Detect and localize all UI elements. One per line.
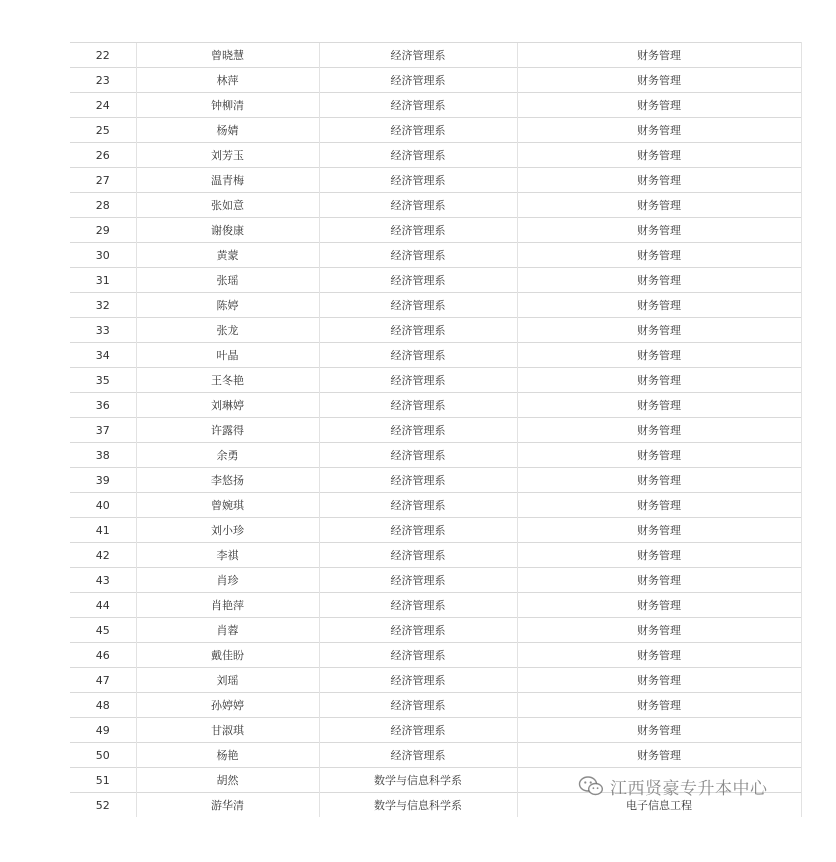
cell-number: 27 [70,168,136,193]
cell-major: 财务管理 [517,718,801,743]
cell-number: 30 [70,243,136,268]
cell-number: 24 [70,93,136,118]
cell-major: 财务管理 [517,193,801,218]
cell-number: 40 [70,493,136,518]
cell-name: 张瑶 [136,268,319,293]
cell-department: 经济管理系 [319,68,517,93]
cell-major: 财务管理 [517,68,801,93]
table-row [70,418,801,443]
cell-department: 经济管理系 [319,193,517,218]
cell-name: 刘瑶 [136,668,319,693]
cell-major: 财务管理 [517,568,801,593]
table-row [70,318,801,343]
cell-name: 李悠扬 [136,468,319,493]
cell-name: 张如意 [136,193,319,218]
cell-name: 林萍 [136,68,319,93]
table-row [70,443,801,468]
table-row [70,43,801,68]
cell-major [517,768,801,793]
table-body [70,43,801,818]
cell-major: 财务管理 [517,443,801,468]
cell-department: 经济管理系 [319,43,517,68]
cell-department: 经济管理系 [319,168,517,193]
cell-department: 经济管理系 [319,368,517,393]
cell-major: 财务管理 [517,593,801,618]
table-row [70,218,801,243]
cell-name: 许露得 [136,418,319,443]
cell-department: 经济管理系 [319,218,517,243]
cell-name: 李祺 [136,543,319,568]
watermark-text: 江西贤豪专升本中心 [610,778,768,799]
table-row [70,543,801,568]
cell-department: 经济管理系 [319,293,517,318]
cell-department: 经济管理系 [319,743,517,768]
cell-major: 财务管理 [517,493,801,518]
cell-name: 孙婷婷 [136,693,319,718]
table-row [70,168,801,193]
table-row [70,293,801,318]
table-row [70,393,801,418]
cell-major: 财务管理 [517,243,801,268]
cell-department: 经济管理系 [319,268,517,293]
cell-department: 经济管理系 [319,468,517,493]
cell-department: 经济管理系 [319,418,517,443]
cell-major: 财务管理 [517,268,801,293]
table-row [70,518,801,543]
cell-major: 财务管理 [517,743,801,768]
cell-number: 39 [70,468,136,493]
cell-name: 余勇 [136,443,319,468]
cell-name: 杨婧 [136,118,319,143]
cell-department: 经济管理系 [319,593,517,618]
cell-major: 财务管理 [517,643,801,668]
cell-number: 26 [70,143,136,168]
cell-name: 黄蒙 [136,243,319,268]
table-row [70,668,801,693]
cell-major: 财务管理 [517,618,801,643]
cell-department: 经济管理系 [319,143,517,168]
student-table [70,42,802,817]
cell-name: 刘小珍 [136,518,319,543]
cell-major: 财务管理 [517,368,801,393]
table-row [70,93,801,118]
cell-department: 经济管理系 [319,618,517,643]
cell-number: 51 [70,768,136,793]
table-row [70,743,801,768]
cell-major: 财务管理 [517,693,801,718]
cell-major: 财务管理 [517,343,801,368]
cell-major: 财务管理 [517,218,801,243]
cell-name: 刘琳婷 [136,393,319,418]
cell-name: 杨艳 [136,743,319,768]
student-table-container [70,42,801,817]
cell-major: 财务管理 [517,293,801,318]
table-row [70,468,801,493]
cell-department: 经济管理系 [319,693,517,718]
cell-department: 经济管理系 [319,668,517,693]
cell-major: 财务管理 [517,168,801,193]
cell-major: 财务管理 [517,118,801,143]
table-row [70,343,801,368]
cell-number: 38 [70,443,136,468]
cell-department: 经济管理系 [319,543,517,568]
cell-department: 经济管理系 [319,343,517,368]
cell-name: 曾婉琪 [136,493,319,518]
cell-department: 经济管理系 [319,318,517,343]
cell-department: 经济管理系 [319,93,517,118]
table-row [70,68,801,93]
table-row [70,593,801,618]
cell-number: 33 [70,318,136,343]
table-row [70,643,801,668]
cell-number: 47 [70,668,136,693]
cell-number: 32 [70,293,136,318]
cell-major: 财务管理 [517,43,801,68]
table-row [70,193,801,218]
cell-name: 王冬艳 [136,368,319,393]
cell-name: 张龙 [136,318,319,343]
cell-number: 44 [70,593,136,618]
cell-name: 叶晶 [136,343,319,368]
table-row [70,268,801,293]
cell-name: 戴佳盼 [136,643,319,668]
cell-number: 28 [70,193,136,218]
cell-major: 财务管理 [517,418,801,443]
table-row [70,143,801,168]
cell-number: 22 [70,43,136,68]
cell-department: 经济管理系 [319,393,517,418]
table-row [70,118,801,143]
cell-number: 25 [70,118,136,143]
cell-major: 财务管理 [517,143,801,168]
table-row [70,768,801,793]
table-row [70,568,801,593]
cell-number: 36 [70,393,136,418]
cell-number: 43 [70,568,136,593]
cell-major: 财务管理 [517,318,801,343]
cell-name: 钟柳清 [136,93,319,118]
table-row [70,243,801,268]
cell-major: 财务管理 [517,393,801,418]
cell-name: 肖艳萍 [136,593,319,618]
cell-number: 52 [70,793,136,818]
cell-department: 经济管理系 [319,443,517,468]
cell-major: 财务管理 [517,668,801,693]
cell-name: 游华清 [136,793,319,818]
cell-number: 34 [70,343,136,368]
cell-name: 曾晓慧 [136,43,319,68]
cell-number: 42 [70,543,136,568]
cell-major: 财务管理 [517,468,801,493]
cell-major: 财务管理 [517,543,801,568]
cell-number: 50 [70,743,136,768]
cell-department: 经济管理系 [319,568,517,593]
cell-number: 46 [70,643,136,668]
table-row [70,368,801,393]
cell-number: 41 [70,518,136,543]
cell-name: 胡然 [136,768,319,793]
cell-department: 经济管理系 [319,243,517,268]
cell-department: 经济管理系 [319,518,517,543]
cell-number: 45 [70,618,136,643]
cell-number: 49 [70,718,136,743]
table-row [70,718,801,743]
cell-major: 电子信息工程 [517,793,801,818]
cell-number: 48 [70,693,136,718]
cell-number: 37 [70,418,136,443]
cell-name: 肖蓉 [136,618,319,643]
cell-number: 29 [70,218,136,243]
cell-name: 谢俊康 [136,218,319,243]
cell-major: 财务管理 [517,93,801,118]
table-row [70,493,801,518]
cell-name: 刘芳玉 [136,143,319,168]
cell-department: 经济管理系 [319,493,517,518]
cell-department: 经济管理系 [319,643,517,668]
cell-name: 甘淑琪 [136,718,319,743]
cell-department: 数学与信息科学系 [319,793,517,818]
cell-name: 肖珍 [136,568,319,593]
table-row [70,618,801,643]
cell-number: 35 [70,368,136,393]
cell-department: 经济管理系 [319,118,517,143]
cell-name: 温青梅 [136,168,319,193]
table-row [70,693,801,718]
cell-number: 31 [70,268,136,293]
cell-department: 经济管理系 [319,718,517,743]
cell-name: 陈婷 [136,293,319,318]
cell-major: 财务管理 [517,518,801,543]
cell-number: 23 [70,68,136,93]
cell-department: 数学与信息科学系 [319,768,517,793]
table-row [70,793,801,818]
